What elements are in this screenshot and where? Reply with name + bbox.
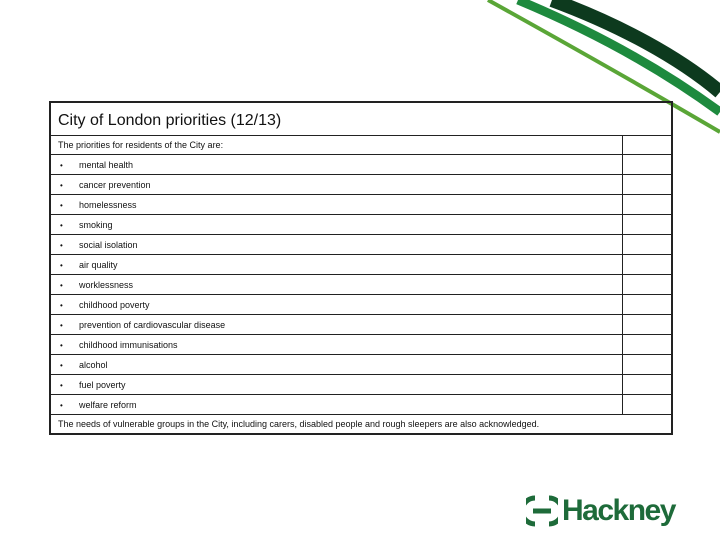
list-item-label: prevention of cardiovascular disease xyxy=(79,319,226,330)
list-item-label: smoking xyxy=(79,219,113,230)
intro-row xyxy=(50,136,672,155)
empty-cell xyxy=(622,175,672,195)
bullet-icon: • xyxy=(60,160,63,170)
list-item xyxy=(50,255,672,275)
footer-row xyxy=(50,415,672,435)
list-item-label: mental health xyxy=(79,159,134,170)
bullet-icon: • xyxy=(60,320,63,330)
footer-note: The needs of vulnerable groups in the City, including carers, disabled people and rough sleepers are also acknowledged. xyxy=(50,415,672,435)
priorities-table xyxy=(49,101,673,435)
intro-text: The priorities for residents of the City are: xyxy=(50,136,622,155)
list-item xyxy=(50,375,672,395)
empty-cell xyxy=(622,155,672,175)
list-item xyxy=(50,295,672,315)
bullet-icon: • xyxy=(60,200,63,210)
list-item xyxy=(50,195,672,215)
list-item-label: welfare reform xyxy=(79,399,137,410)
list-item xyxy=(50,175,672,195)
list-item xyxy=(50,315,672,335)
list-item-label: homelessness xyxy=(79,199,137,210)
empty-cell xyxy=(622,275,672,295)
empty-cell xyxy=(622,335,672,355)
bullet-icon: • xyxy=(60,380,63,390)
empty-cell xyxy=(622,215,672,235)
list-item xyxy=(50,275,672,295)
list-item xyxy=(50,155,672,175)
empty-cell xyxy=(622,375,672,395)
hackney-h-mark-icon xyxy=(526,495,558,527)
empty-cell xyxy=(622,255,672,275)
swoosh-dark-green xyxy=(552,0,720,92)
empty-cell xyxy=(622,295,672,315)
empty-cell xyxy=(622,235,672,255)
list-item-label: childhood immunisations xyxy=(79,339,178,350)
swoosh-mid-green xyxy=(518,0,720,112)
bullet-icon: • xyxy=(60,280,63,290)
empty-cell xyxy=(622,395,672,415)
list-item-label: cancer prevention xyxy=(79,179,151,190)
hackney-wordmark: Hackney xyxy=(562,494,675,527)
list-item xyxy=(50,355,672,375)
list-item-label: worklessness xyxy=(79,279,134,290)
list-item-label: fuel poverty xyxy=(79,379,126,390)
list-item-label: social isolation xyxy=(79,239,138,250)
list-item-label: alcohol xyxy=(79,359,108,370)
bullet-icon: • xyxy=(60,260,63,270)
list-item xyxy=(50,235,672,255)
bullet-icon: • xyxy=(60,340,63,350)
empty-cell xyxy=(622,195,672,215)
bullet-icon: • xyxy=(60,180,63,190)
title-row xyxy=(50,102,672,136)
bullet-icon: • xyxy=(60,240,63,250)
slide-title: City of London priorities (12/13) xyxy=(50,102,672,136)
list-item xyxy=(50,335,672,355)
bullet-icon: • xyxy=(60,360,63,370)
bullet-icon: • xyxy=(60,400,63,410)
hackney-logo xyxy=(526,492,675,530)
bullet-icon: • xyxy=(60,220,63,230)
list-item-label: childhood poverty xyxy=(79,299,150,310)
empty-cell xyxy=(622,136,672,155)
bullet-icon: • xyxy=(60,300,63,310)
list-item xyxy=(50,215,672,235)
empty-cell xyxy=(622,315,672,335)
list-item-label: air quality xyxy=(79,259,118,270)
empty-cell xyxy=(622,355,672,375)
list-item xyxy=(50,395,672,415)
